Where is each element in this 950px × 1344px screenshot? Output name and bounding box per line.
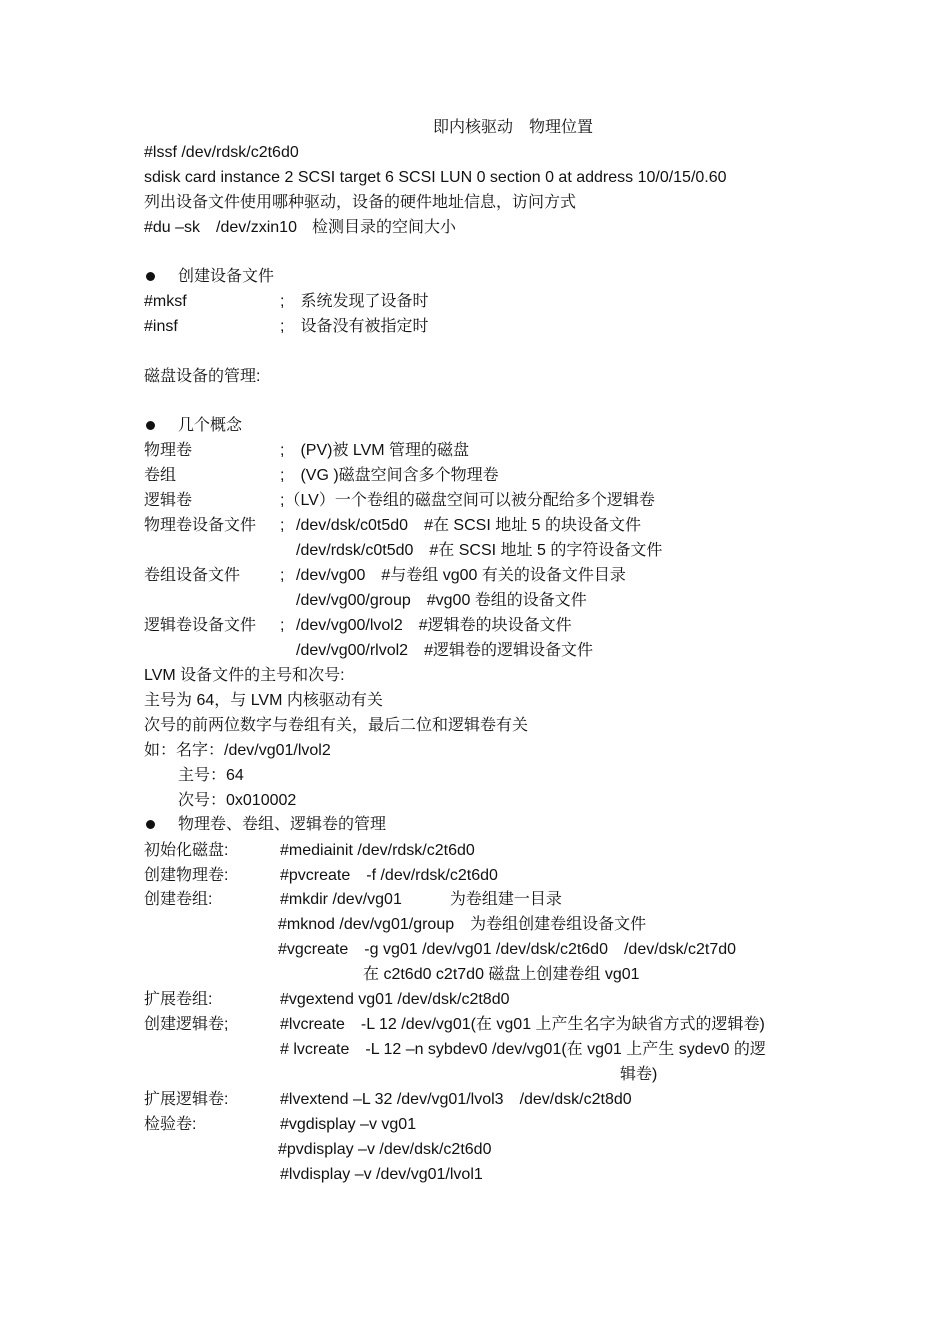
manage-label: 初始化磁盘: bbox=[144, 842, 229, 859]
bullet-icon bbox=[146, 421, 155, 430]
bullet-icon bbox=[146, 272, 155, 281]
manage-label: 创建逻辑卷; bbox=[144, 1016, 229, 1033]
section-concepts: 几个概念 bbox=[178, 417, 243, 434]
manage-note: 在 c2t6d0 c2t7d0 磁盘上创建卷组 vg01 bbox=[363, 966, 640, 983]
manage-command: #pvcreate -f /dev/rdsk/c2t6d0 bbox=[280, 867, 498, 884]
manage-command: #vgcreate -g vg01 /dev/vg01 /dev/dsk/c2t6d0 /dev/dsk/c2t7d0 bbox=[278, 941, 737, 958]
concept-term: 卷组 bbox=[144, 467, 177, 484]
concept-description: ; (PV)被 LVM 管理的磁盘 bbox=[280, 442, 470, 459]
manage-command: #mediainit /dev/rdsk/c2t6d0 bbox=[280, 842, 475, 859]
lvm-numbers-line: LVM 设备文件的主号和次号: bbox=[144, 667, 345, 684]
device-file-term: 卷组设备文件 bbox=[144, 567, 241, 584]
section-lvm-management: 物理卷、卷组、逻辑卷的管理 bbox=[178, 816, 387, 833]
device-file-separator: ; bbox=[280, 517, 285, 534]
bullet-icon bbox=[146, 820, 155, 829]
manage-label: 检验卷: bbox=[144, 1116, 197, 1133]
manage-command: #vgextend vg01 /dev/dsk/c2t8d0 bbox=[280, 991, 510, 1008]
manage-command: #lvdisplay –v /dev/vg01/lvol1 bbox=[280, 1166, 483, 1183]
manage-command: #mknod /dev/vg01/group 为卷组创建卷组设备文件 bbox=[278, 916, 647, 933]
lvm-numbers-line: 次号：0x010002 bbox=[178, 792, 297, 809]
du-command: #du –sk /dev/zxin10 bbox=[144, 219, 297, 236]
manage-label: 扩展卷组: bbox=[144, 991, 213, 1008]
device-file-path: /dev/vg00/rlvol2 #逻辑卷的逻辑设备文件 bbox=[296, 642, 593, 659]
section-create-device-files: 创建设备文件 bbox=[178, 268, 275, 285]
du-description: 检测目录的空间大小 bbox=[312, 219, 457, 236]
lvm-numbers-line: 主号为 64，与 LVM 内核驱动有关 bbox=[144, 692, 383, 709]
device-file-path: /dev/vg00 #与卷组 vg00 有关的设备文件目录 bbox=[296, 567, 626, 584]
manage-command-continuation: 辑卷) bbox=[620, 1066, 658, 1083]
manage-label: 创建卷组: bbox=[144, 891, 213, 908]
device-file-separator: ; bbox=[280, 617, 285, 634]
lssf-description: 列出设备文件使用哪种驱动，设备的硬件地址信息，访问方式 bbox=[144, 194, 577, 211]
concept-term: 物理卷 bbox=[144, 442, 193, 459]
manage-command: #pvdisplay –v /dev/dsk/c2t6d0 bbox=[278, 1141, 492, 1158]
device-file-path: /dev/rdsk/c0t5d0 #在 SCSI 地址 5 的字符设备文件 bbox=[296, 542, 663, 559]
mksf-description: ; 系统发现了设备时 bbox=[280, 293, 429, 310]
lssf-command: #lssf /dev/rdsk/c2t6d0 bbox=[144, 144, 299, 161]
device-file-path: /dev/vg00/group #vg00 卷组的设备文件 bbox=[296, 592, 587, 609]
manage-command: #lvcreate -L 12 /dev/vg01(在 vg01 上产生名字为缺省方式的逻辑卷) bbox=[280, 1016, 765, 1033]
concept-description: ; (VG )磁盘空间含多个物理卷 bbox=[280, 467, 499, 484]
device-file-path: /dev/dsk/c0t5d0 #在 SCSI 地址 5 的块设备文件 bbox=[296, 517, 641, 534]
manage-command: # lvcreate -L 12 –n sybdev0 /dev/vg01(在 vg01 上产生 sydev0 的逻 bbox=[280, 1041, 766, 1058]
manage-label: 创建物理卷: bbox=[144, 867, 229, 884]
insf-command: #insf bbox=[144, 318, 178, 335]
lvm-numbers-line: 如：名字：/dev/vg01/lvol2 bbox=[144, 742, 331, 759]
mksf-command: #mksf bbox=[144, 293, 187, 310]
device-file-path: /dev/vg00/lvol2 #逻辑卷的块设备文件 bbox=[296, 617, 572, 634]
concept-description: ;（LV）一个卷组的磁盘空间可以被分配给多个逻辑卷 bbox=[280, 492, 655, 509]
lvm-numbers-line: 主号：64 bbox=[178, 767, 244, 784]
page-heading: 即内核驱动 物理位置 bbox=[432, 119, 593, 136]
device-file-separator: ; bbox=[280, 567, 285, 584]
concept-term: 逻辑卷 bbox=[144, 492, 193, 509]
device-file-term: 物理卷设备文件 bbox=[144, 517, 257, 534]
manage-command: #mkdir /dev/vg01 为卷组建一目录 bbox=[280, 891, 562, 908]
device-file-term: 逻辑卷设备文件 bbox=[144, 617, 257, 634]
lssf-output: sdisk card instance 2 SCSI target 6 SCSI LUN 0 section 0 at address 10/0/15/0.60 bbox=[144, 169, 727, 186]
manage-command: #lvextend –L 32 /dev/vg01/lvol3 /dev/dsk/c2t8d0 bbox=[280, 1091, 632, 1108]
manage-label: 扩展逻辑卷: bbox=[144, 1091, 229, 1108]
insf-description: ; 设备没有被指定时 bbox=[280, 318, 429, 335]
lvm-numbers-line: 次号的前两位数字与卷组有关，最后二位和逻辑卷有关 bbox=[144, 717, 529, 734]
disk-management-title: 磁盘设备的管理: bbox=[144, 368, 261, 385]
manage-command: #vgdisplay –v vg01 bbox=[280, 1116, 417, 1133]
